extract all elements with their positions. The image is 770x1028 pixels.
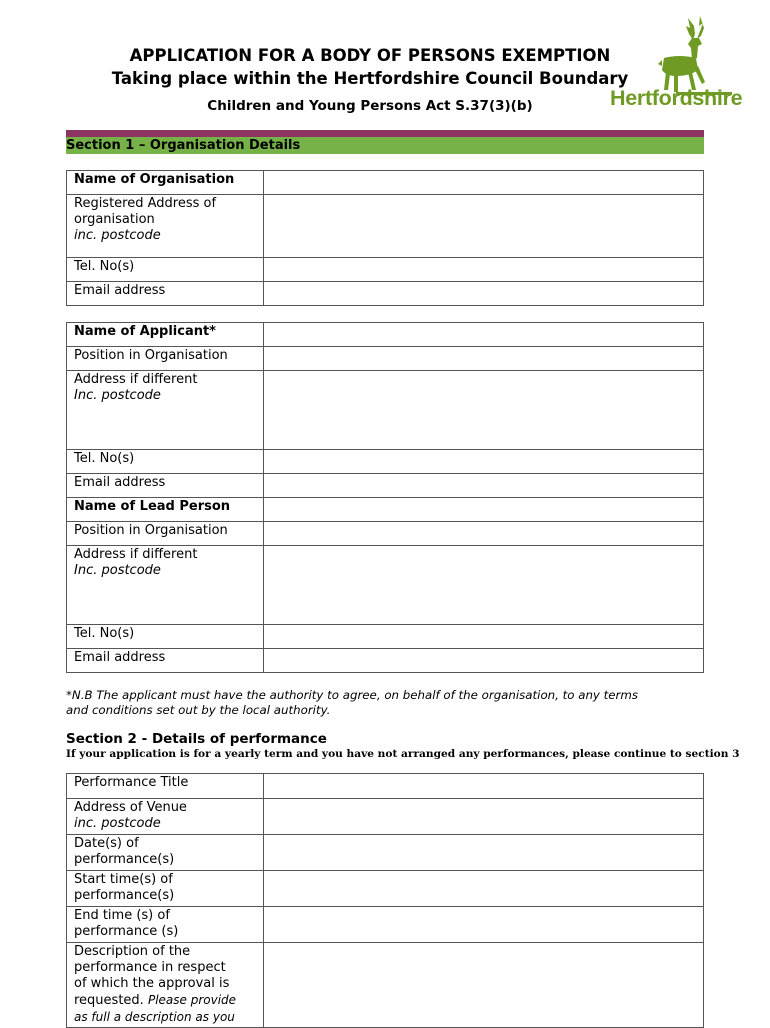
end-times-field[interactable] — [264, 907, 704, 943]
start-times-field[interactable] — [264, 871, 704, 907]
applicant-name-field[interactable] — [264, 323, 704, 347]
document-header — [0, 0, 770, 130]
lead-email-field[interactable] — [264, 649, 704, 673]
applicant-email-label: Email address — [67, 474, 264, 498]
section1-heading: Section 1 – Organisation Details — [66, 138, 301, 153]
lead-position-field[interactable] — [264, 522, 704, 546]
lead-tel-label: Tel. No(s) — [67, 625, 264, 649]
venue-address-label: Address of Venue inc. postcode — [67, 799, 264, 835]
act-reference: Children and Young Persons Act S.37(3)(b) — [207, 98, 533, 114]
applicant-details-table — [66, 322, 704, 673]
org-tel-field[interactable] — [264, 258, 704, 282]
document-title: APPLICATION FOR A BODY OF PERSONS EXEMPTION — [129, 46, 611, 65]
lead-position-label: Position in Organisation — [67, 522, 264, 546]
section-divider-maroon — [66, 130, 704, 137]
org-email-field[interactable] — [264, 282, 704, 306]
performance-title-label: Performance Title — [67, 774, 264, 799]
applicant-tel-field[interactable] — [264, 450, 704, 474]
org-address-field[interactable] — [264, 195, 704, 258]
lead-email-label: Email address — [67, 649, 264, 673]
applicant-authority-note: *N.B The applicant must have the authority to agree, on behalf of the organisation, to any terms and conditions set out by the local authority. — [66, 688, 639, 717]
performance-description-field[interactable] — [264, 943, 704, 1028]
performance-details-table — [66, 773, 704, 1028]
venue-address-field[interactable] — [264, 799, 704, 835]
performance-title-field[interactable] — [264, 774, 704, 799]
section2-instruction: If your application is for a yearly term and you have not arranged any performances, please continue to section 3 — [66, 748, 740, 760]
document-subtitle: Taking place within the Hertfordshire Council Boundary — [111, 69, 629, 88]
lead-address-field[interactable] — [264, 546, 704, 625]
lead-address-label: Address if different Inc. postcode — [67, 546, 264, 625]
org-name-label: Name of Organisation — [67, 171, 264, 195]
applicant-tel-label: Tel. No(s) — [67, 450, 264, 474]
org-email-label: Email address — [67, 282, 264, 306]
applicant-name-label: Name of Applicant* — [67, 323, 264, 347]
performance-dates-label: Date(s) of performance(s) — [67, 835, 264, 871]
applicant-email-field[interactable] — [264, 474, 704, 498]
performance-description-label: Description of the performance in respect of which the approval is requested. Please provide as full a description as you — [67, 943, 264, 1028]
performance-dates-field[interactable] — [264, 835, 704, 871]
applicant-address-field[interactable] — [264, 371, 704, 450]
applicant-position-field[interactable] — [264, 347, 704, 371]
section2-heading: Section 2 - Details of performance — [66, 731, 327, 747]
applicant-address-label: Address if different Inc. postcode — [67, 371, 264, 450]
organisation-details-table — [66, 170, 704, 306]
lead-name-field[interactable] — [264, 498, 704, 522]
org-address-label: Registered Address of organisation inc. postcode — [67, 195, 264, 258]
org-tel-label: Tel. No(s) — [67, 258, 264, 282]
lead-tel-field[interactable] — [264, 625, 704, 649]
hertfordshire-logo-text: Hertfordshire — [610, 86, 743, 110]
start-times-label: Start time(s) of performance(s) — [67, 871, 264, 907]
applicant-position-label: Position in Organisation — [67, 347, 264, 371]
lead-name-label: Name of Lead Person — [67, 498, 264, 522]
end-times-label: End time (s) of performance (s) — [67, 907, 264, 943]
org-name-field[interactable] — [264, 171, 704, 195]
